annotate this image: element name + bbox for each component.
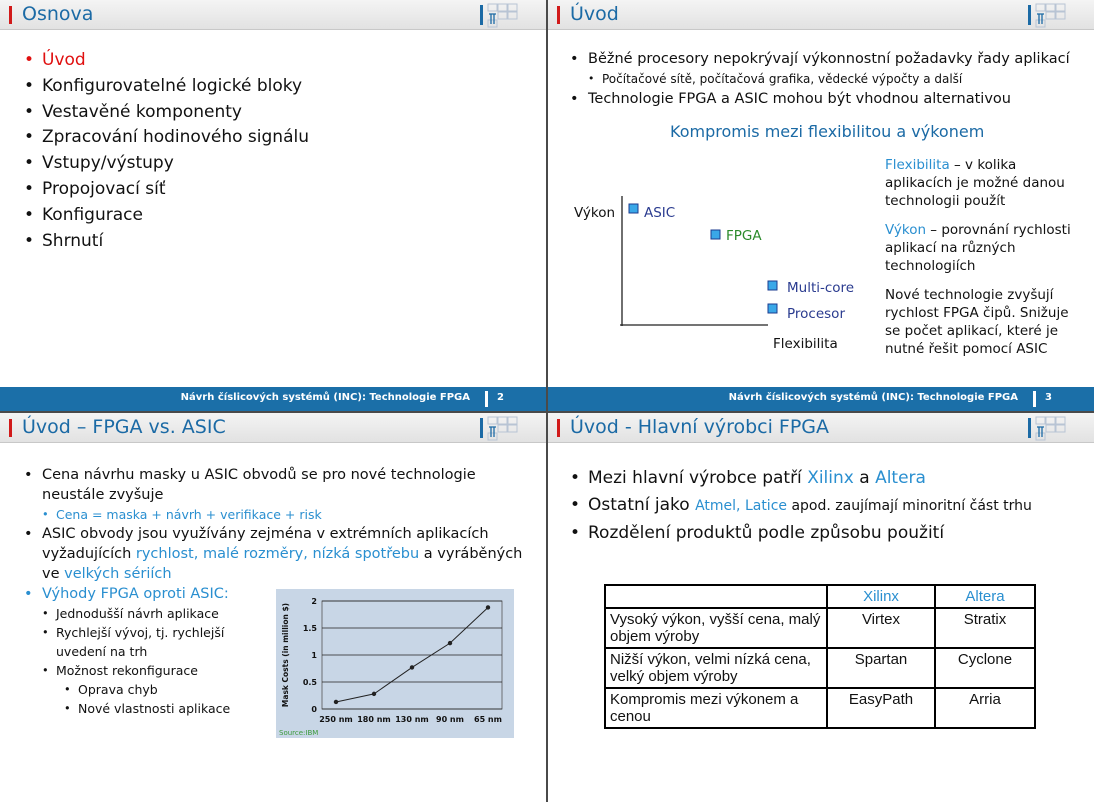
y-axis-label: Mask Costs (in million $) <box>281 602 290 708</box>
title-red-mark <box>9 6 12 24</box>
outline-item[interactable]: • Vstupy/výstupy <box>22 151 309 177</box>
x-tick-label: 180 nm <box>357 715 391 724</box>
mask-cost-chart-panel <box>276 589 514 738</box>
table-row <box>605 648 1035 688</box>
footer-course-title: Návrh číslicových systémů (INC): Technologie FPGA <box>180 392 470 403</box>
table-cell: Virtex <box>827 608 935 648</box>
bullet-text: Ostatní jako <box>588 495 696 515</box>
data-point <box>448 641 452 645</box>
table-cell: Vysoký výkon, vyšší cena, malý objem výroby <box>605 608 827 648</box>
footer-separator <box>1033 391 1036 407</box>
vendor-xilinx: Xilinx <box>807 468 854 488</box>
sub-bullet: • Jednodušší návrh aplikace <box>42 604 272 623</box>
faculty-logo-icon <box>478 415 520 441</box>
bullet-text: Mezi hlavní výrobce patří <box>588 468 808 488</box>
bullet <box>22 465 537 524</box>
slide-footer <box>0 387 546 411</box>
table-header-row <box>605 585 1035 608</box>
asic-label: ASIC <box>644 205 676 221</box>
outline-item[interactable]: • Propojovací síť <box>22 177 309 203</box>
table-header-cell: Altera <box>935 585 1035 608</box>
faculty-logo-icon <box>1026 415 1068 441</box>
table-cell: EasyPath <box>827 688 935 728</box>
slide-title-bar <box>0 413 546 443</box>
new-technology-note: Nové technologie zvyšují rychlost FPGA čipů. Snižuje se počet aplikací, které je nutné řešit pomocí ASIC <box>885 287 1069 357</box>
flexibility-desc: – v kolika aplikacích je možné danou technologii použít <box>885 157 1065 209</box>
processor-marker <box>768 304 777 313</box>
slide-title-bar <box>0 0 546 30</box>
table-row <box>605 688 1035 728</box>
table-cell: Spartan <box>827 648 935 688</box>
slide-title: Úvod - Hlavní výrobci FPGA <box>570 416 830 438</box>
asic-marker <box>629 204 638 213</box>
faculty-logo-icon <box>478 2 520 28</box>
intro-bullets <box>568 48 1070 110</box>
table-cell: Stratix <box>935 608 1035 648</box>
data-point <box>372 692 376 696</box>
sub-bullet: • Počítačové sítě, počítačová grafika, vědecké výpočty a další <box>588 70 1070 88</box>
outline-item[interactable]: • Shrnutí <box>22 229 309 255</box>
x-tick-label: 90 nm <box>436 715 464 724</box>
table-row <box>605 608 1035 648</box>
footer-separator <box>485 391 488 407</box>
bullet <box>568 492 1032 520</box>
mask-cost-chart <box>276 589 514 738</box>
slide-title-bar <box>548 0 1094 30</box>
footer-course-title: Návrh číslicových systémů (INC): Technologie FPGA <box>728 392 1018 403</box>
table-header-cell: Xilinx <box>827 585 935 608</box>
sub-bullet <box>42 661 272 718</box>
slide-footer <box>548 387 1094 411</box>
outline-item[interactable]: • Zpracování hodinového signálu <box>22 125 309 151</box>
slide-fpga-vs-asic[interactable] <box>0 413 546 802</box>
bullet <box>568 48 1070 88</box>
sub-sub-bullet: • Oprava chyb <box>64 680 546 699</box>
y-tick-label: 0.5 <box>302 678 317 687</box>
slide-title: Osnova <box>22 3 94 25</box>
outline-item[interactable]: • Vestavěné komponenty <box>22 100 309 126</box>
slide-outline[interactable] <box>0 0 546 411</box>
sub-bullet: • Rychlejší vývoj, tj. rychlejší uvedení na trh <box>42 623 272 661</box>
bullet-text: Běžné procesory nepokrývají výkonnostní požadavky řady aplikací <box>588 51 1070 67</box>
outline-list <box>22 48 309 254</box>
slide-intro[interactable] <box>548 0 1094 411</box>
outline-item[interactable]: • Konfigurace <box>22 203 309 229</box>
vendor-bullets <box>568 465 1032 547</box>
data-point <box>410 665 414 669</box>
bullet-text: Výhody FPGA oproti ASIC: <box>42 586 229 602</box>
x-tick-label: 65 nm <box>474 715 502 724</box>
title-red-mark <box>9 419 12 437</box>
bullet <box>22 524 537 584</box>
fpga-marker <box>711 230 720 239</box>
product-table <box>604 584 1036 729</box>
slide-title: Úvod <box>570 3 619 25</box>
page-number: 2 <box>497 392 504 403</box>
flexibility-definition <box>885 156 1085 210</box>
sub-bullet: • Cena = maska + návrh + verifikace + risk <box>42 505 546 524</box>
title-red-mark <box>557 6 560 24</box>
bullet-text: apod. zaujímají minoritní část trhu <box>787 498 1032 514</box>
y-tick-label: 1 <box>311 651 317 660</box>
bullet-highlight: velkých sériích <box>64 566 172 582</box>
multicore-label: Multi-core <box>787 280 855 296</box>
table-cell: Cyclone <box>935 648 1035 688</box>
bullet-text: Cena návrhu masky u ASIC obvodů se pro nové technologie neustále zvyšuje <box>42 467 476 503</box>
outline-item[interactable]: • Úvod <box>22 48 309 74</box>
slide-title: Úvod – FPGA vs. ASIC <box>22 416 226 438</box>
bullet-text: ASIC obvody jsou využívány zejména v extrémních aplikacích vyžadujících <box>42 526 489 562</box>
bullet-text: Možnost rekonfigurace <box>56 663 198 678</box>
data-point <box>486 605 490 609</box>
bullet: • Technologie FPGA a ASIC mohou být vhodnou alternativou <box>568 88 1070 110</box>
x-tick-label: 130 nm <box>395 715 429 724</box>
bullet-text: a <box>853 468 876 488</box>
bullet-highlight: Atmel, Latice <box>695 498 788 514</box>
compromise-heading: Kompromis mezi flexibilitou a výkonem <box>670 122 985 141</box>
bullet: • Rozdělení produktů podle způsobu použití <box>568 520 1032 547</box>
faculty-logo-icon <box>1026 2 1068 28</box>
title-red-mark <box>557 419 560 437</box>
slide-fpga-vendors[interactable] <box>548 413 1094 802</box>
flexibility-performance-diagram <box>568 188 868 358</box>
bullet <box>568 465 1032 492</box>
y-tick-label: 2 <box>311 597 317 606</box>
bullet-highlight: rychlost, malé rozměry, nízká spotřebu <box>135 546 420 562</box>
slide-title-bar <box>548 413 1094 443</box>
data-point <box>334 700 338 704</box>
fpga-label: FPGA <box>726 228 762 244</box>
table-cell: Arria <box>935 688 1035 728</box>
performance-definition <box>885 221 1085 275</box>
x-tick-label: 250 nm <box>319 715 353 724</box>
processor-label: Procesor <box>787 306 845 322</box>
y-axis-label: Výkon <box>574 205 616 221</box>
y-tick-label: 0 <box>311 705 317 714</box>
performance-term: Výkon <box>885 222 927 238</box>
page-number: 3 <box>1045 392 1052 403</box>
x-axis-label: Flexibilita <box>773 336 838 352</box>
table-header-cell <box>605 585 827 608</box>
performance-desc: – porovnání rychlosti aplikací na různých technologiích <box>885 222 1071 274</box>
sub-sub-bullet: • Nové vlastnosti aplikace <box>64 699 546 718</box>
y-tick-label: 1.5 <box>302 624 317 633</box>
flexibility-term: Flexibilita <box>885 157 950 173</box>
outline-item[interactable]: • Konfigurovatelné logické bloky <box>22 74 309 100</box>
table-cell: Kompromis mezi výkonem a cenou <box>605 688 827 728</box>
multicore-marker <box>768 281 777 290</box>
bullet-text: a vyráběných ve <box>42 546 523 582</box>
table-cell: Nižší výkon, velmi nízká cena, velký objem výroby <box>605 648 827 688</box>
vendor-altera: Altera <box>875 468 926 488</box>
source-label: Source:IBM <box>279 729 319 737</box>
